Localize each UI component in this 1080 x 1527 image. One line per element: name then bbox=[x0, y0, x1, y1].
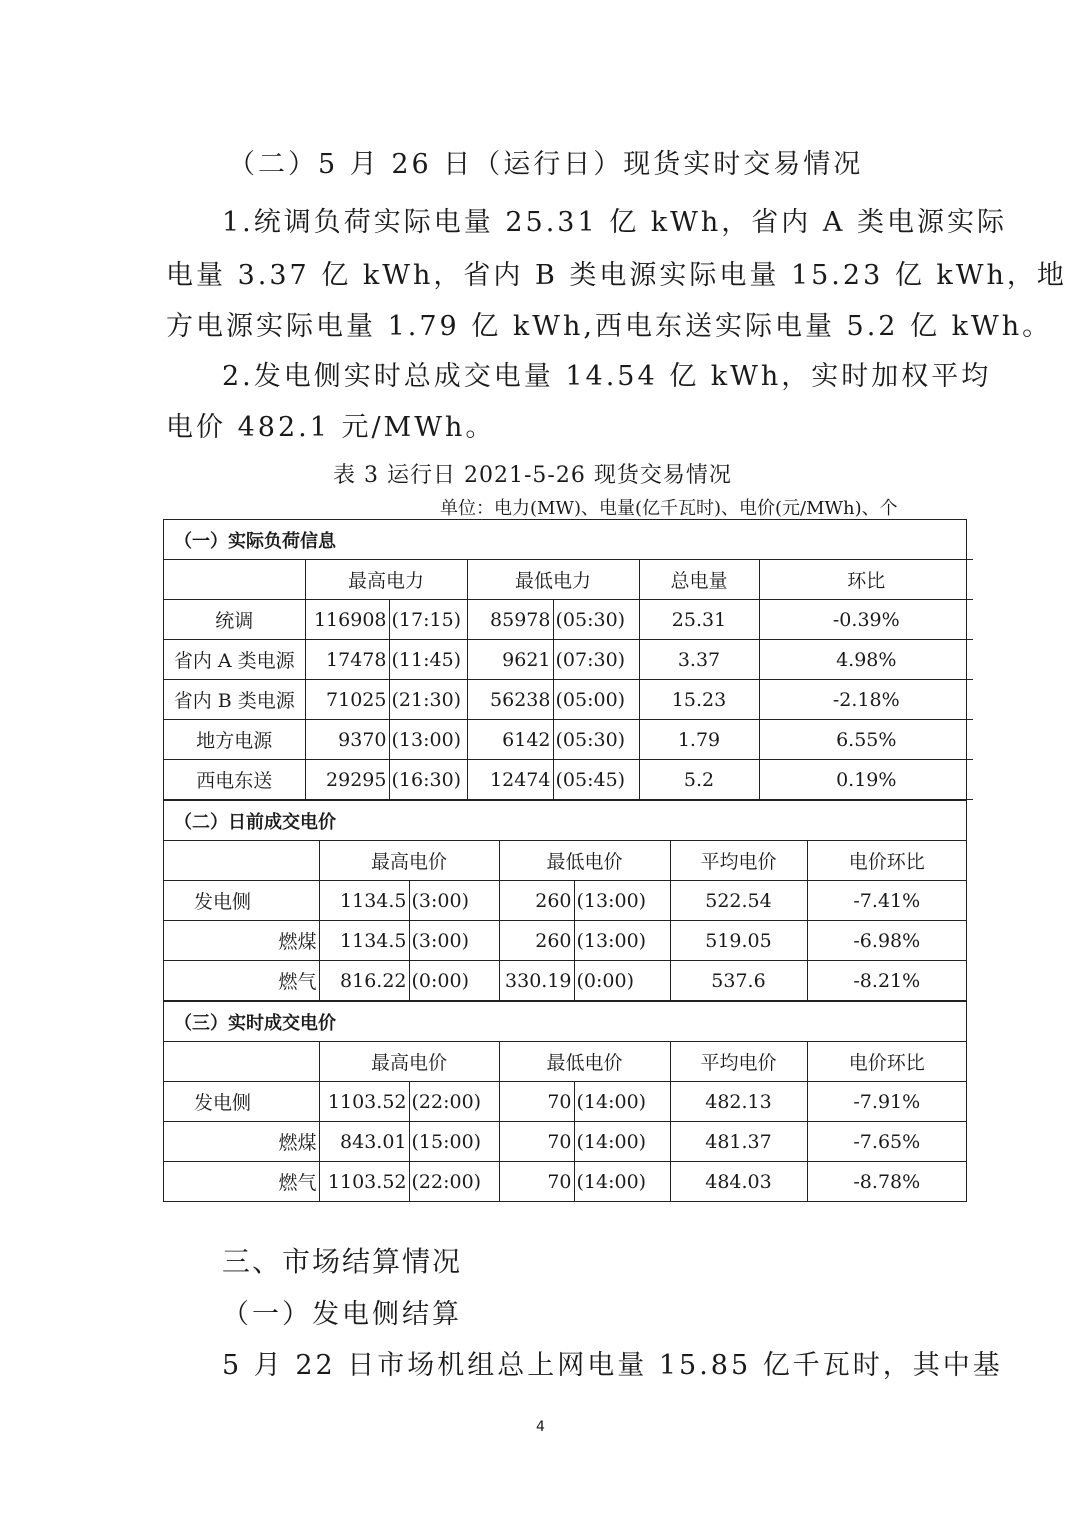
header-empty bbox=[164, 560, 305, 600]
max-value: 1134.5 bbox=[319, 921, 409, 961]
min-value: 260 bbox=[499, 921, 574, 961]
table-row bbox=[164, 1082, 966, 1122]
min-value: 70 bbox=[499, 1162, 574, 1202]
page-number: 4 bbox=[536, 1419, 545, 1435]
settlement-subheading: （一）发电侧结算 bbox=[222, 1299, 462, 1330]
settlement-paragraph: 5 月 22 日市场机组总上网电量 15.85 亿千瓦时，其中基 bbox=[222, 1350, 1003, 1381]
dayahead-price-table bbox=[164, 800, 966, 1001]
paragraph-load-line-2: 电量 3.37 亿 kWh，省内 B 类电源实际电量 15.23 亿 kWh，地 bbox=[166, 260, 1067, 291]
row-label: 省内 A 类电源 bbox=[164, 640, 305, 680]
min-time: (05:30) bbox=[553, 600, 639, 640]
ratio-value: -6.98% bbox=[807, 921, 966, 961]
min-value: 70 bbox=[499, 1122, 574, 1162]
max-time: (22:00) bbox=[409, 1162, 499, 1202]
load-info-table bbox=[164, 520, 973, 800]
avg-value: 484.03 bbox=[670, 1162, 807, 1202]
ratio-value: -7.91% bbox=[807, 1082, 966, 1122]
header-max-price: 最高电价 bbox=[319, 1042, 499, 1082]
table-row bbox=[164, 1162, 966, 1202]
section-title-load: （一）实际负荷信息 bbox=[164, 520, 973, 560]
max-value: 9370 bbox=[305, 720, 389, 760]
section-title-dayahead: （二）日前成交电价 bbox=[164, 801, 966, 841]
table-row bbox=[164, 720, 973, 760]
header-min-price: 最低电价 bbox=[499, 1042, 670, 1082]
max-time: (15:00) bbox=[409, 1122, 499, 1162]
table-row bbox=[164, 640, 973, 680]
realtime-price-table bbox=[164, 1001, 966, 1201]
min-time: (0:00) bbox=[574, 961, 670, 1001]
total-value: 3.37 bbox=[639, 640, 759, 680]
ratio-value: -8.21% bbox=[807, 961, 966, 1001]
min-value: 70 bbox=[499, 1082, 574, 1122]
ratio-value: 0.19% bbox=[759, 760, 973, 800]
max-time: (13:00) bbox=[389, 720, 467, 760]
table-row bbox=[164, 961, 966, 1001]
max-value: 1103.52 bbox=[319, 1162, 409, 1202]
header-empty bbox=[164, 841, 319, 881]
row-label: 省内 B 类电源 bbox=[164, 680, 305, 720]
header-min-price: 最低电价 bbox=[499, 841, 670, 881]
paragraph-trade-line-2: 电价 482.1 元/MWh。 bbox=[166, 412, 496, 443]
min-value: 6142 bbox=[467, 720, 553, 760]
table-unit-note: 单位：电力(MW)、电量(亿千瓦时)、电价(元/MWh)、个 bbox=[440, 498, 898, 519]
row-label: 发电侧 bbox=[164, 881, 319, 921]
min-time: (14:00) bbox=[574, 1082, 670, 1122]
min-value: 56238 bbox=[467, 680, 553, 720]
ratio-value: 6.55% bbox=[759, 720, 973, 760]
max-time: (17:15) bbox=[389, 600, 467, 640]
max-time: (22:00) bbox=[409, 1082, 499, 1122]
max-time: (11:45) bbox=[389, 640, 467, 680]
row-label: 西电东送 bbox=[164, 760, 305, 800]
avg-value: 537.6 bbox=[670, 961, 807, 1001]
header-price-ratio: 电价环比 bbox=[807, 841, 966, 881]
min-time: (14:00) bbox=[574, 1162, 670, 1202]
ratio-value: -0.39% bbox=[759, 600, 973, 640]
min-value: 330.19 bbox=[499, 961, 574, 1001]
spot-trading-table bbox=[163, 519, 967, 1202]
table-caption: 表 3 运行日 2021-5-26 现货交易情况 bbox=[333, 463, 732, 488]
table-row bbox=[164, 1122, 966, 1162]
total-value: 15.23 bbox=[639, 680, 759, 720]
table-row bbox=[164, 600, 973, 640]
min-value: 9621 bbox=[467, 640, 553, 680]
avg-value: 482.13 bbox=[670, 1082, 807, 1122]
ratio-value: 4.98% bbox=[759, 640, 973, 680]
min-time: (05:00) bbox=[553, 680, 639, 720]
header-max-power: 最高电力 bbox=[305, 560, 467, 600]
total-value: 1.79 bbox=[639, 720, 759, 760]
row-label: 燃煤 bbox=[164, 921, 319, 961]
ratio-value: -7.41% bbox=[807, 881, 966, 921]
ratio-value: -8.78% bbox=[807, 1162, 966, 1202]
min-value: 85978 bbox=[467, 600, 553, 640]
row-label: 燃气 bbox=[164, 961, 319, 1001]
ratio-value: -2.18% bbox=[759, 680, 973, 720]
min-time: (07:30) bbox=[553, 640, 639, 680]
row-label: 燃气 bbox=[164, 1162, 319, 1202]
max-time: (3:00) bbox=[409, 881, 499, 921]
header-total-energy: 总电量 bbox=[639, 560, 759, 600]
min-time: (13:00) bbox=[574, 921, 670, 961]
header-min-power: 最低电力 bbox=[467, 560, 639, 600]
table-row bbox=[164, 680, 973, 720]
max-value: 29295 bbox=[305, 760, 389, 800]
header-empty bbox=[164, 1042, 319, 1082]
max-value: 816.22 bbox=[319, 961, 409, 1001]
avg-value: 522.54 bbox=[670, 881, 807, 921]
header-ratio: 环比 bbox=[759, 560, 973, 600]
row-label: 燃煤 bbox=[164, 1122, 319, 1162]
paragraph-load-line-1: 1.统调负荷实际电量 25.31 亿 kWh，省内 A 类电源实际 bbox=[222, 207, 1007, 238]
max-value: 116908 bbox=[305, 600, 389, 640]
max-time: (21:30) bbox=[389, 680, 467, 720]
table-row bbox=[164, 921, 966, 961]
min-time: (05:30) bbox=[553, 720, 639, 760]
avg-value: 481.37 bbox=[670, 1122, 807, 1162]
max-time: (0:00) bbox=[409, 961, 499, 1001]
min-value: 12474 bbox=[467, 760, 553, 800]
header-avg-price: 平均电价 bbox=[670, 841, 807, 881]
max-time: (3:00) bbox=[409, 921, 499, 961]
paragraph-load-line-3: 方电源实际电量 1.79 亿 kWh,西电东送实际电量 5.2 亿 kWh。 bbox=[166, 311, 1053, 342]
avg-value: 519.05 bbox=[670, 921, 807, 961]
table-row bbox=[164, 881, 966, 921]
min-value: 260 bbox=[499, 881, 574, 921]
section-title-realtime: （三）实时成交电价 bbox=[164, 1002, 966, 1042]
header-max-price: 最高电价 bbox=[319, 841, 499, 881]
min-time: (14:00) bbox=[574, 1122, 670, 1162]
max-value: 843.01 bbox=[319, 1122, 409, 1162]
paragraph-trade-line-1: 2.发电侧实时总成交电量 14.54 亿 kWh，实时加权平均 bbox=[222, 361, 992, 392]
realtime-section-heading: （二）5 月 26 日（运行日）现货实时交易情况 bbox=[228, 149, 864, 180]
min-time: (13:00) bbox=[574, 881, 670, 921]
max-value: 71025 bbox=[305, 680, 389, 720]
row-label: 发电侧 bbox=[164, 1082, 319, 1122]
row-label: 统调 bbox=[164, 600, 305, 640]
header-avg-price: 平均电价 bbox=[670, 1042, 807, 1082]
ratio-value: -7.65% bbox=[807, 1122, 966, 1162]
total-value: 5.2 bbox=[639, 760, 759, 800]
header-price-ratio: 电价环比 bbox=[807, 1042, 966, 1082]
max-value: 17478 bbox=[305, 640, 389, 680]
settlement-section-heading: 三、市场结算情况 bbox=[222, 1245, 463, 1278]
row-label: 地方电源 bbox=[164, 720, 305, 760]
min-time: (05:45) bbox=[553, 760, 639, 800]
max-value: 1103.52 bbox=[319, 1082, 409, 1122]
max-value: 1134.5 bbox=[319, 881, 409, 921]
table-row bbox=[164, 760, 973, 800]
max-time: (16:30) bbox=[389, 760, 467, 800]
total-value: 25.31 bbox=[639, 600, 759, 640]
